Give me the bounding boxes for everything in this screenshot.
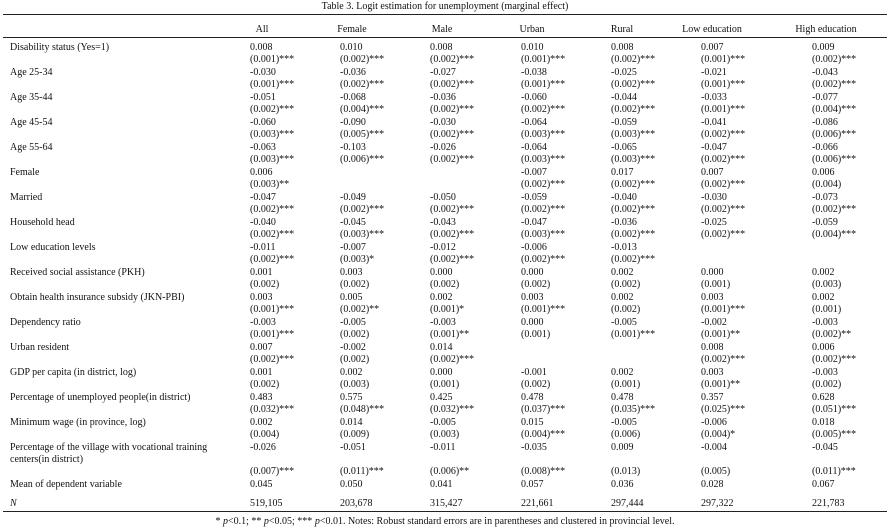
column-header: Rural — [610, 24, 634, 35]
coef-cell: 0.014 — [340, 417, 363, 428]
se-cell: (0.002)*** — [701, 229, 746, 240]
se-cell: (0.002)*** — [250, 104, 295, 115]
se-cell: (0.032)*** — [430, 404, 475, 415]
coef-cell: 0.002 — [611, 267, 634, 278]
se-cell: (0.002)*** — [701, 354, 746, 365]
coef-cell: 0.067 — [812, 479, 835, 490]
coef-cell: -0.033 — [701, 92, 727, 103]
se-cell: (0.002) — [340, 354, 370, 365]
coef-cell: -0.050 — [430, 192, 456, 203]
coef-cell: 0.002 — [812, 292, 835, 303]
coef-cell: -0.003 — [812, 367, 838, 378]
se-cell: (0.001)*** — [701, 79, 746, 90]
coef-cell: -0.006 — [521, 242, 547, 253]
se-cell: (0.002)*** — [701, 179, 746, 190]
se-cell: (0.002)*** — [250, 254, 295, 265]
header-rule — [3, 37, 887, 38]
row-label: Percentage of unemployed people(in district) — [10, 392, 191, 403]
row-label: Received social assistance (PKH) — [10, 267, 145, 278]
coef-cell: 0.001 — [250, 367, 273, 378]
coef-cell: -0.051 — [340, 442, 366, 453]
coef-cell: -0.059 — [812, 217, 838, 228]
coef-cell: 0.000 — [430, 267, 453, 278]
column-header: Female — [337, 24, 367, 35]
se-cell: (0.006)*** — [812, 129, 857, 140]
se-cell: (0.002)*** — [250, 354, 295, 365]
row-label: Age 55-64 — [10, 142, 53, 153]
coef-cell: -0.047 — [701, 142, 727, 153]
row-label: GDP per capita (in district, log) — [10, 367, 137, 378]
coef-cell: 0.357 — [701, 392, 724, 403]
se-cell: (0.005) — [701, 466, 731, 477]
row-label: N — [10, 498, 17, 509]
row-label: Disability status (Yes=1) — [10, 42, 110, 53]
coef-cell: 0.005 — [340, 292, 363, 303]
coef-cell: -0.051 — [250, 92, 276, 103]
coef-cell: -0.068 — [340, 92, 366, 103]
se-cell: (0.002) — [250, 379, 280, 390]
coef-cell: -0.059 — [521, 192, 547, 203]
coef-cell: 0.003 — [701, 292, 724, 303]
coef-cell: 0.628 — [812, 392, 835, 403]
se-cell: (0.002)*** — [430, 129, 475, 140]
coef-cell: 0.014 — [430, 342, 453, 353]
se-cell: (0.001) — [812, 304, 842, 315]
coef-cell: -0.040 — [250, 217, 276, 228]
coef-cell: 0.425 — [430, 392, 453, 403]
coef-cell: -0.003 — [250, 317, 276, 328]
se-cell: (0.002)*** — [812, 54, 857, 65]
se-cell: (0.002)*** — [812, 79, 857, 90]
se-cell: (0.002)** — [340, 304, 380, 315]
se-cell: (0.002)*** — [611, 229, 656, 240]
se-cell: (0.002)*** — [430, 354, 475, 365]
se-cell: (0.004)*** — [340, 104, 385, 115]
coef-cell: -0.103 — [340, 142, 366, 153]
coef-cell: 0.003 — [250, 292, 273, 303]
se-cell: (0.025)*** — [701, 404, 746, 415]
se-cell: (0.002)*** — [812, 354, 857, 365]
se-cell: (0.005)*** — [812, 429, 857, 440]
coef-cell: -0.025 — [701, 217, 727, 228]
se-cell: (0.002)*** — [430, 204, 475, 215]
row-label: Low education levels — [10, 242, 96, 253]
se-cell: (0.002)*** — [611, 79, 656, 90]
row-label: Female — [10, 167, 40, 178]
table-caption: Table 3. Logit estimation for unemployment (marginal effect) — [321, 1, 569, 12]
coef-cell: -0.036 — [611, 217, 637, 228]
coef-cell: -0.001 — [521, 367, 547, 378]
coef-cell: 0.483 — [250, 392, 273, 403]
se-cell: (0.009) — [340, 429, 370, 440]
coef-cell: -0.090 — [340, 117, 366, 128]
coef-cell: 297,444 — [611, 498, 644, 509]
coef-cell: 0.041 — [430, 479, 453, 490]
row-label: Mean of dependent variable — [10, 479, 122, 490]
coef-cell: 0.009 — [812, 42, 835, 53]
se-cell: (0.008)*** — [521, 466, 566, 477]
se-cell: (0.002)*** — [430, 79, 475, 90]
coef-cell: 0.000 — [430, 367, 453, 378]
se-cell: (0.002) — [250, 279, 280, 290]
row-label: Obtain health insurance subsidy (JKN-PBI) — [10, 292, 185, 303]
se-cell: (0.006)*** — [340, 154, 385, 165]
coef-cell: 0.008 — [250, 42, 273, 53]
se-cell: (0.004) — [812, 179, 842, 190]
se-cell: (0.002)*** — [701, 154, 746, 165]
se-cell: (0.002) — [430, 279, 460, 290]
coef-cell: -0.043 — [430, 217, 456, 228]
se-cell: (0.003) — [340, 379, 370, 390]
coef-cell: 0.478 — [521, 392, 544, 403]
se-cell: (0.001)*** — [611, 329, 656, 340]
se-cell: (0.001)*** — [250, 54, 295, 65]
coef-cell: -0.041 — [701, 117, 727, 128]
coef-cell: -0.049 — [340, 192, 366, 203]
se-cell: (0.005)*** — [340, 129, 385, 140]
se-cell: (0.002) — [340, 279, 370, 290]
coef-cell: 0.002 — [340, 367, 363, 378]
se-cell: (0.013) — [611, 466, 641, 477]
coef-cell: -0.007 — [340, 242, 366, 253]
row-label: Age 35-44 — [10, 92, 53, 103]
coef-cell: 0.018 — [812, 417, 835, 428]
se-cell: (0.002)** — [812, 329, 852, 340]
coef-cell: -0.006 — [701, 417, 727, 428]
se-cell: (0.002)*** — [611, 54, 656, 65]
coef-cell: 0.000 — [701, 267, 724, 278]
coef-cell: 0.003 — [521, 292, 544, 303]
coef-cell: 0.478 — [611, 392, 634, 403]
se-cell: (0.002)*** — [430, 104, 475, 115]
coef-cell: 297,322 — [701, 498, 734, 509]
coef-cell: -0.059 — [611, 117, 637, 128]
se-cell: (0.002)*** — [430, 54, 475, 65]
se-cell: (0.002)*** — [340, 79, 385, 90]
coef-cell: -0.047 — [521, 217, 547, 228]
se-cell: (0.003)*** — [521, 229, 566, 240]
se-cell: (0.006)** — [430, 466, 470, 477]
se-cell: (0.004)*** — [521, 429, 566, 440]
coef-cell: 221,661 — [521, 498, 554, 509]
se-cell: (0.002) — [521, 379, 551, 390]
coef-cell: -0.027 — [430, 67, 456, 78]
se-cell: (0.003)*** — [611, 154, 656, 165]
coef-cell: 203,678 — [340, 498, 373, 509]
se-cell: (0.001) — [430, 379, 460, 390]
coef-cell: 0.007 — [250, 342, 273, 353]
coef-cell: 0.002 — [812, 267, 835, 278]
se-cell: (0.002)*** — [701, 204, 746, 215]
se-cell: (0.004)* — [701, 429, 736, 440]
coef-cell: 315,427 — [430, 498, 463, 509]
coef-cell: -0.044 — [611, 92, 637, 103]
coef-cell: -0.063 — [250, 142, 276, 153]
row-label: Household head — [10, 217, 75, 228]
coef-cell: -0.077 — [812, 92, 838, 103]
coef-cell: 0.008 — [701, 342, 724, 353]
coef-cell: 0.000 — [521, 317, 544, 328]
row-label: Minimum wage (in province, log) — [10, 417, 146, 428]
coef-cell: 0.015 — [521, 417, 544, 428]
se-cell: (0.011)*** — [812, 466, 856, 477]
coef-cell: -0.060 — [250, 117, 276, 128]
se-cell: (0.002)*** — [611, 204, 656, 215]
row-label: Age 25-34 — [10, 67, 53, 78]
se-cell: (0.002)*** — [250, 204, 295, 215]
column-header: Urban — [519, 24, 545, 35]
se-cell: (0.002) — [521, 279, 551, 290]
coef-cell: 0.045 — [250, 479, 273, 490]
row-label: Urban resident — [10, 342, 70, 353]
coef-cell: 0.003 — [340, 267, 363, 278]
coef-cell: 0.002 — [250, 417, 273, 428]
coef-cell: -0.060 — [521, 92, 547, 103]
row-label: Age 45-54 — [10, 117, 53, 128]
se-cell: (0.003)*** — [521, 154, 566, 165]
se-cell: (0.001)*** — [250, 79, 295, 90]
coef-cell: 0.002 — [611, 367, 634, 378]
coef-cell: -0.007 — [521, 167, 547, 178]
se-cell: (0.002)*** — [521, 204, 566, 215]
coef-cell: -0.002 — [701, 317, 727, 328]
coef-cell: -0.065 — [611, 142, 637, 153]
coef-cell: -0.030 — [250, 67, 276, 78]
coef-cell: -0.005 — [340, 317, 366, 328]
coef-cell: 0.028 — [701, 479, 724, 490]
coef-cell: -0.036 — [340, 67, 366, 78]
coef-cell: -0.013 — [611, 242, 637, 253]
coef-cell: -0.045 — [812, 442, 838, 453]
se-cell: (0.001)*** — [521, 54, 566, 65]
se-cell: (0.001)** — [701, 329, 741, 340]
coef-cell: 0.001 — [250, 267, 273, 278]
coef-cell: -0.026 — [250, 442, 276, 453]
se-cell: (0.037)*** — [521, 404, 566, 415]
se-cell: (0.048)*** — [340, 404, 385, 415]
se-cell: (0.003)** — [250, 179, 290, 190]
top-rule — [3, 14, 887, 15]
coef-cell: -0.073 — [812, 192, 838, 203]
se-cell: (0.001)*** — [701, 104, 746, 115]
se-cell: (0.002)*** — [701, 129, 746, 140]
row-label: Percentage of the village with vocational training centers(in district) — [10, 442, 208, 465]
coef-cell: 0.009 — [611, 442, 634, 453]
column-header: High education — [795, 24, 857, 35]
se-cell: (0.002)*** — [430, 229, 475, 240]
coef-cell: 519,105 — [250, 498, 283, 509]
se-cell: (0.001)*** — [701, 54, 746, 65]
coef-cell: 0.575 — [340, 392, 363, 403]
se-cell: (0.002)*** — [521, 179, 566, 190]
coef-cell: -0.047 — [250, 192, 276, 203]
coef-cell: 0.006 — [812, 342, 835, 353]
coef-cell: -0.030 — [430, 117, 456, 128]
se-cell: (0.001)*** — [701, 304, 746, 315]
coef-cell: 0.002 — [611, 292, 634, 303]
coef-cell: -0.066 — [812, 142, 838, 153]
se-cell: (0.002) — [611, 279, 641, 290]
se-cell: (0.002)*** — [611, 254, 656, 265]
coef-cell: 0.006 — [812, 167, 835, 178]
coef-cell: -0.036 — [430, 92, 456, 103]
se-cell: (0.001)* — [430, 304, 465, 315]
se-cell: (0.002) — [340, 329, 370, 340]
coef-cell: -0.064 — [521, 117, 547, 128]
coef-cell: 0.036 — [611, 479, 634, 490]
coef-cell: -0.011 — [430, 442, 456, 453]
se-cell: (0.003) — [430, 429, 460, 440]
se-cell: (0.001)*** — [521, 79, 566, 90]
se-cell: (0.002) — [812, 379, 842, 390]
se-cell: (0.001)*** — [250, 304, 295, 315]
coef-cell: -0.040 — [611, 192, 637, 203]
se-cell: (0.051)*** — [812, 404, 857, 415]
se-cell: (0.003)*** — [250, 154, 295, 165]
coef-cell: -0.003 — [430, 317, 456, 328]
se-cell: (0.002)*** — [812, 204, 857, 215]
se-cell: (0.001) — [701, 279, 731, 290]
bottom-rule — [3, 511, 887, 512]
row-label: Dependency ratio — [10, 317, 81, 328]
coef-cell: -0.026 — [430, 142, 456, 153]
se-cell: (0.001)** — [701, 379, 741, 390]
row-label: Married — [10, 192, 43, 203]
coef-cell: -0.003 — [812, 317, 838, 328]
coef-cell: -0.011 — [250, 242, 276, 253]
coef-cell: -0.043 — [812, 67, 838, 78]
column-header: All — [255, 24, 269, 35]
coef-cell: 0.010 — [521, 42, 544, 53]
se-cell: (0.003) — [812, 279, 842, 290]
coef-cell: 0.006 — [250, 167, 273, 178]
se-cell: (0.004) — [250, 429, 280, 440]
se-cell: (0.011)*** — [340, 466, 384, 477]
se-cell: (0.002)*** — [430, 254, 475, 265]
se-cell: (0.002)*** — [611, 179, 656, 190]
coef-cell: -0.030 — [701, 192, 727, 203]
coef-cell: -0.038 — [521, 67, 547, 78]
coef-cell: -0.035 — [521, 442, 547, 453]
se-cell: (0.004)*** — [812, 104, 857, 115]
se-cell: (0.002)*** — [340, 204, 385, 215]
se-cell: (0.001)*** — [521, 304, 566, 315]
se-cell: (0.002)*** — [250, 229, 295, 240]
coef-cell: 0.008 — [611, 42, 634, 53]
coef-cell: -0.005 — [430, 417, 456, 428]
se-cell: (0.001) — [521, 329, 551, 340]
table-note: * p<0.1; ** p<0.05; *** p<0.01. Notes: Robust standard errors are in parentheses and clustered in provincial level. — [215, 516, 675, 527]
coef-cell: 0.010 — [340, 42, 363, 53]
coef-cell: -0.002 — [340, 342, 366, 353]
se-cell: (0.003)*** — [611, 129, 656, 140]
se-cell: (0.002)*** — [521, 254, 566, 265]
coef-cell: 0.000 — [521, 267, 544, 278]
coef-cell: -0.012 — [430, 242, 456, 253]
se-cell: (0.002)*** — [340, 54, 385, 65]
se-cell: (0.004)*** — [812, 229, 857, 240]
coef-cell: -0.045 — [340, 217, 366, 228]
se-cell: (0.003)*** — [250, 129, 295, 140]
coef-cell: -0.025 — [611, 67, 637, 78]
column-header: Low education — [682, 24, 742, 35]
coef-cell: 0.007 — [701, 42, 724, 53]
se-cell: (0.001)** — [430, 329, 470, 340]
se-cell: (0.002)*** — [611, 104, 656, 115]
coef-cell: 0.003 — [701, 367, 724, 378]
se-cell: (0.035)*** — [611, 404, 656, 415]
coef-cell: 0.008 — [430, 42, 453, 53]
se-cell: (0.006)*** — [812, 154, 857, 165]
se-cell: (0.003)*** — [340, 229, 385, 240]
se-cell: (0.032)*** — [250, 404, 295, 415]
se-cell: (0.007)*** — [250, 466, 295, 477]
coef-cell: 0.007 — [701, 167, 724, 178]
se-cell: (0.003)* — [340, 254, 375, 265]
se-cell: (0.002) — [611, 304, 641, 315]
coef-cell: -0.064 — [521, 142, 547, 153]
coef-cell: 0.017 — [611, 167, 634, 178]
coef-cell: -0.005 — [611, 317, 637, 328]
se-cell: (0.001) — [611, 379, 641, 390]
coef-cell: -0.021 — [701, 67, 727, 78]
coef-cell: 0.050 — [340, 479, 363, 490]
coef-cell: 0.057 — [521, 479, 544, 490]
coef-cell: -0.005 — [611, 417, 637, 428]
se-cell: (0.001)*** — [250, 329, 295, 340]
se-cell: (0.002)*** — [430, 154, 475, 165]
se-cell: (0.006) — [611, 429, 641, 440]
column-header: Male — [431, 24, 453, 35]
se-cell: (0.002)*** — [521, 104, 566, 115]
coef-cell: 0.002 — [430, 292, 453, 303]
coef-cell: -0.004 — [701, 442, 727, 453]
coef-cell: 221,783 — [812, 498, 845, 509]
se-cell: (0.003)*** — [521, 129, 566, 140]
coef-cell: -0.086 — [812, 117, 838, 128]
